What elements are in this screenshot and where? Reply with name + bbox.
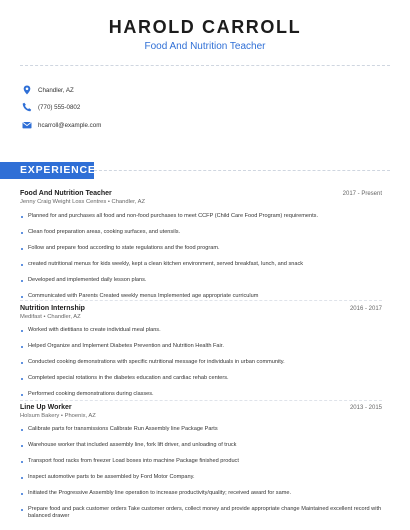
- header-divider: [20, 65, 390, 66]
- list-item: Developed and implemented daily lesson plans.: [20, 277, 146, 284]
- job-location: Chandler, AZ: [111, 199, 146, 205]
- job-entry: [20, 404, 382, 419]
- list-item: Communicated with Parents Created weekly menus Implemented age appropriate curriculum: [20, 293, 258, 300]
- list-item: Transport food racks from freezer Load boxes into machine Package finished product: [20, 458, 239, 465]
- job-company: Medifast: [20, 314, 42, 320]
- list-item: Helped Organize and Implement Diabetes Prevention and Nutrition Health Fair.: [20, 343, 224, 350]
- candidate-name: HAROLD CARROLL: [108, 17, 302, 37]
- job-entry: [20, 190, 382, 205]
- location-pin-icon: [22, 85, 32, 95]
- list-item: Warehouse worker that included assembly line, fork lift driver, and unloading of truck: [20, 442, 236, 449]
- contact-email-text: hcarroll@example.com: [38, 121, 102, 129]
- job-dates: 2013 - 2015: [349, 405, 382, 411]
- list-item: Performed cooking demonstrations during classes.: [20, 391, 154, 398]
- section-divider: [94, 170, 390, 171]
- list-item: Initiated the Progressive Assembly line operation to increase productivity/quality; received award for same.: [20, 490, 291, 497]
- experience-heading: EXPERIENCE: [0, 162, 94, 179]
- job-company: Holsum Bakery: [20, 413, 60, 419]
- contact-location-text: Chandler, AZ: [38, 86, 74, 94]
- job-divider: [20, 400, 382, 401]
- list-item: created nutritional menus for kids weekly, kept a clean kitchen environment, served breakfast, lunch, and snack: [20, 261, 303, 268]
- job-location: Chandler, AZ: [47, 314, 81, 320]
- contact-email: [22, 119, 101, 131]
- list-item: Inspect automotive parts to be assembled by Ford Motor Company.: [20, 474, 195, 481]
- job-company-line: Holsum Bakery • Phoenix, AZ: [20, 413, 96, 419]
- list-item: Conducted cooking demonstrations with specific nutritional message for individuals in urban community.: [20, 359, 285, 366]
- list-item: Planned for and purchases all food and non-food purchases to meet CCFP (Child Care Food Program) requirements.: [20, 213, 318, 220]
- phone-icon: [22, 102, 32, 112]
- job-title: Nutrition Internship: [20, 305, 85, 312]
- contact-phone: [22, 101, 80, 113]
- job-dates: 2016 - 2017: [349, 306, 382, 312]
- job-title: Line Up Worker: [20, 404, 72, 411]
- list-item: Clean food preparation areas, cooking surfaces, and utensils.: [20, 229, 180, 236]
- job-entry: [20, 305, 382, 320]
- job-company: Jenny Craig Weight Loss Centres: [20, 199, 107, 205]
- list-item: Worked with dietitians to create individual meal plans.: [20, 327, 161, 334]
- list-item: Calibrate parts for transmissions Calibrate Run Assembly line Package Parts: [20, 426, 218, 433]
- job-dates: 2017 - Present: [342, 191, 382, 197]
- list-item: Completed special rotations in the diabetes education and cardiac rehab centers.: [20, 375, 229, 382]
- contact-phone-text: (770) 555-0802: [38, 103, 81, 111]
- job-company-line: Jenny Craig Weight Loss Centres • Chandler, AZ: [20, 199, 146, 205]
- list-item: Prepare food and pack customer orders Take customer orders, collect money and provide appropriate change Maintained excellent record with balanced drawer: [20, 506, 382, 520]
- job-location: Phoenix, AZ: [64, 413, 96, 419]
- candidate-title: Food And Nutrition Teacher: [144, 41, 266, 52]
- job-divider: [20, 300, 382, 301]
- job-company-line: Medifast • Chandler, AZ: [20, 314, 81, 320]
- job-title: Food And Nutrition Teacher: [20, 190, 112, 197]
- contact-location: [22, 84, 74, 96]
- mail-icon: [22, 120, 32, 130]
- list-item: Follow and prepare food according to state regulations and the food program.: [20, 245, 220, 252]
